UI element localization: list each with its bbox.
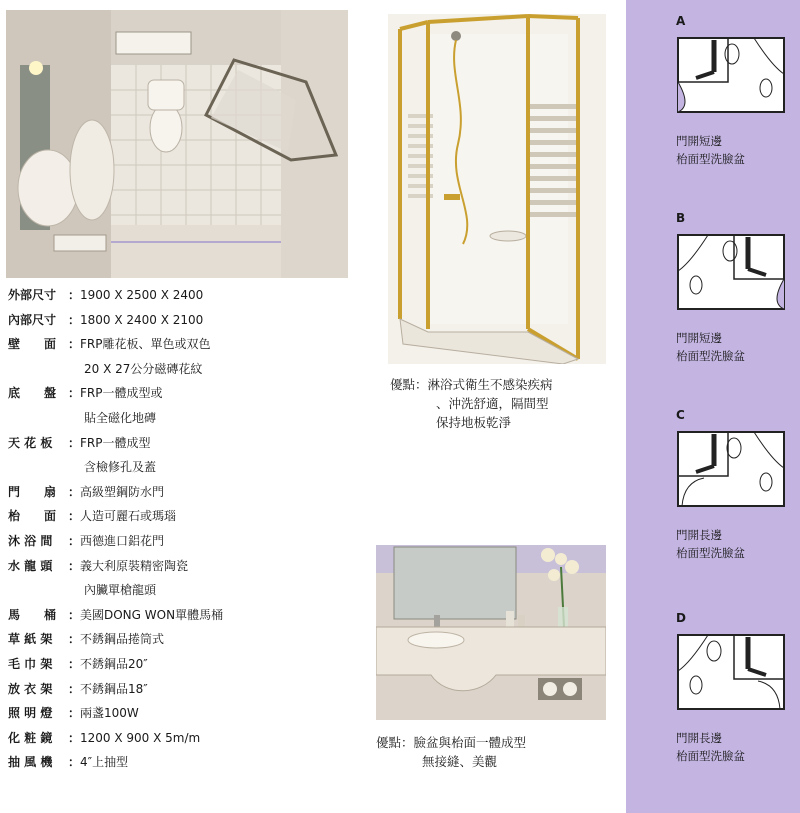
spec-row (8, 677, 368, 702)
shower-caption-line1: 優點：淋浴式衛生不感染疾病 (390, 377, 553, 392)
spec-value: 1800 X 2400 X 2100 (80, 312, 204, 327)
spec-row (8, 332, 368, 357)
floor-plan-panel (626, 0, 800, 813)
spec-label: 放 衣 架 (8, 681, 53, 696)
spec-label: 天 花 板 (8, 435, 53, 450)
spec-value: 1200 X 900 X 5m/m (80, 730, 201, 745)
spec-row (8, 357, 368, 382)
plan-d-letter: D (676, 611, 686, 625)
spec-row (8, 529, 368, 554)
spec-row (8, 480, 368, 505)
spec-value: 美國DONG WON單體馬桶 (80, 607, 224, 622)
spec-colon: ： (68, 730, 81, 745)
spec-label: 枱 面 (8, 509, 57, 524)
spec-label: 抽 風 機 (8, 755, 53, 770)
spec-value: 含檢修孔及蓋 (84, 460, 157, 475)
spec-label: 內部尺寸 (8, 312, 57, 327)
spec-value: 不銹鋼品捲筒式 (80, 632, 165, 647)
spec-value: 內臟單槍龍頭 (84, 583, 157, 598)
spec-value: FRP雕花板、單色或双色 (80, 337, 211, 352)
spec-colon: ： (68, 484, 81, 499)
spec-colon: ： (68, 337, 81, 352)
plan-c-caption (676, 526, 745, 562)
plan-d-diagram (674, 633, 788, 713)
spec-label: 照 明 燈 (8, 706, 53, 721)
shower-caption-line3: 保持地板乾淨 (436, 415, 512, 430)
spec-value: FRP一體成型或 (80, 386, 163, 401)
spec-row (8, 406, 368, 431)
plan-d-line2: 枱面型洗臉盆 (676, 749, 745, 763)
plan-c-line1: 門開長邊 (676, 528, 722, 542)
spec-value: 4″上抽型 (80, 755, 129, 770)
spec-row (8, 578, 368, 603)
spec-row (8, 726, 368, 751)
spec-label: 沐 浴 間 (8, 533, 53, 548)
spec-row (8, 308, 368, 333)
spec-colon: ： (68, 632, 81, 647)
spec-value: 義大利原裝精密陶瓷 (80, 558, 189, 573)
spec-label: 底 盤 (8, 386, 57, 401)
plan-b-caption (676, 329, 745, 365)
spec-colon: ： (68, 435, 81, 450)
spec-label: 壁 面 (8, 337, 57, 352)
plan-a-diagram (674, 36, 788, 116)
spec-row (8, 627, 368, 652)
basin-caption (376, 733, 526, 771)
spec-value: 貼全磁化地磚 (84, 410, 157, 425)
plan-a-line2: 枱面型洗臉盆 (676, 152, 745, 166)
spec-colon: ： (68, 288, 81, 302)
plan-a-letter: A (676, 14, 686, 28)
spec-row (8, 431, 368, 456)
spec-value: 人造可麗石或瑪瑙 (80, 509, 177, 524)
spec-label: 外部尺寸 (8, 288, 57, 302)
spec-colon: ： (68, 312, 81, 327)
spec-colon: ： (68, 558, 81, 573)
spec-row (8, 750, 368, 775)
spec-row (8, 283, 368, 308)
spec-list (8, 283, 368, 775)
spec-label: 水 龍 頭 (8, 558, 53, 573)
spec-value: FRP一體成型 (80, 435, 151, 450)
plan-c-line2: 枱面型洗臉盆 (676, 546, 745, 560)
plan-d-line1: 門開長邊 (676, 731, 722, 745)
spec-row (8, 381, 368, 406)
spec-colon: ： (68, 681, 81, 696)
spec-value: 西德進口鋁花門 (80, 533, 165, 548)
spec-value: 兩盞100W (80, 706, 139, 721)
spec-value: 不銹鋼品20″ (80, 656, 148, 671)
spec-value: 1900 X 2500 X 2400 (80, 288, 204, 302)
spec-row (8, 455, 368, 480)
vanity-basin-photo (376, 545, 606, 720)
plan-d-caption (676, 729, 745, 765)
plan-b-letter: B (676, 211, 686, 225)
plan-b-diagram (674, 233, 788, 313)
spec-colon: ： (68, 706, 81, 721)
spec-label: 化 粧 鏡 (8, 730, 53, 745)
spec-colon: ： (68, 533, 81, 548)
spec-value: 高級塑鋼防水門 (80, 484, 165, 499)
bathroom-overview-photo (6, 10, 348, 278)
plan-b-line1: 門開短邊 (676, 331, 722, 345)
shower-caption (390, 375, 553, 432)
spec-value: 不銹鋼品18″ (80, 681, 148, 696)
spec-row (8, 504, 368, 529)
spec-label: 草 紙 架 (8, 632, 53, 647)
spec-row (8, 652, 368, 677)
spec-row (8, 554, 368, 579)
shower-enclosure-photo (388, 14, 606, 364)
spec-colon: ： (68, 755, 81, 770)
spec-label: 馬 桶 (8, 607, 57, 622)
basin-caption-line1: 優點：臉盆與枱面一體成型 (376, 735, 527, 750)
plan-a-caption (676, 132, 745, 168)
plan-c-letter: C (676, 408, 685, 422)
shower-caption-line2: 、沖洗舒適，隔間型 (436, 396, 549, 411)
spec-label: 門 扇 (8, 484, 57, 499)
plan-b-line2: 枱面型洗臉盆 (676, 349, 745, 363)
spec-row (8, 701, 368, 726)
plan-a-line1: 門開短邊 (676, 134, 722, 148)
basin-caption-line2: 無接縫、美觀 (422, 754, 498, 769)
spec-row (8, 603, 368, 628)
spec-colon: ： (68, 656, 81, 671)
spec-value: 20 X 27公分磁磚花紋 (84, 361, 203, 376)
spec-colon: ： (68, 386, 81, 401)
spec-colon: ： (68, 607, 81, 622)
plan-c-diagram (674, 430, 788, 510)
spec-colon: ： (68, 509, 81, 524)
spec-label: 毛 巾 架 (8, 656, 53, 671)
